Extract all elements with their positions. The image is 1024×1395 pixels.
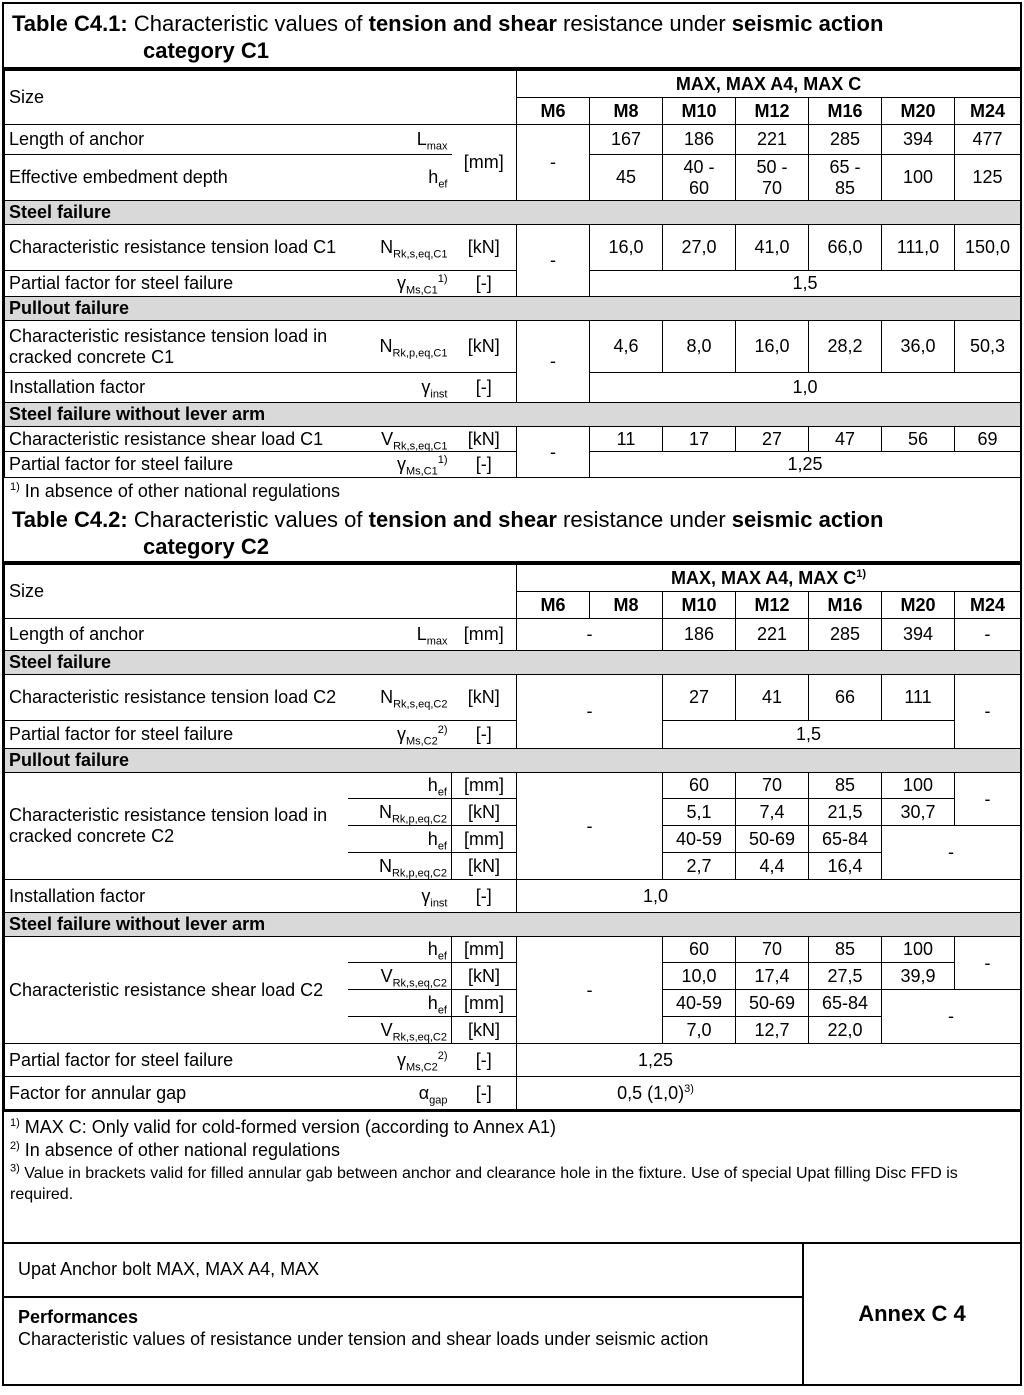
table-cell: 11 bbox=[590, 427, 663, 452]
footer-description-block bbox=[4, 1298, 802, 1350]
table-cell: 27,0 bbox=[663, 225, 736, 271]
table-cell: - bbox=[955, 773, 1021, 826]
table-cell: 16,0 bbox=[590, 225, 663, 271]
row-label: Characteristic resistance tension load in cracked concrete C1 bbox=[5, 321, 362, 373]
unit: [mm] bbox=[452, 773, 517, 799]
unit: [-] bbox=[452, 452, 517, 478]
table-cell: 50-69 bbox=[736, 826, 809, 853]
table-cell: 40-59 bbox=[663, 826, 736, 853]
table-cell: 1,5 bbox=[590, 271, 1021, 297]
row-label: Partial factor for steel failure bbox=[5, 452, 362, 478]
size-header: M16 bbox=[809, 98, 882, 125]
table-cell: - bbox=[955, 675, 1021, 749]
section-description: Characteristic values of resistance under tension and shear loads under seismic action bbox=[18, 1329, 709, 1349]
symbol: $\gamma_{inst}$ bbox=[362, 373, 452, 403]
unit: [kN] bbox=[452, 675, 517, 721]
unit: [-] bbox=[452, 271, 517, 297]
table-cell: 150,0 bbox=[955, 225, 1021, 271]
table-cell: 1,25 bbox=[517, 1044, 1021, 1077]
table-cell: 47 bbox=[809, 427, 882, 452]
table-cell: 394 bbox=[882, 125, 955, 155]
unit: [kN] bbox=[452, 427, 517, 452]
unit: [kN] bbox=[452, 321, 517, 373]
table-cell: 1,0 bbox=[590, 373, 1021, 403]
table-cell: 186 bbox=[663, 619, 736, 651]
size-header: M10 bbox=[663, 98, 736, 125]
table-cell: 12,7 bbox=[736, 1017, 809, 1044]
footnote: $^{2)}$ In absence of other national regulations bbox=[10, 1140, 341, 1160]
table-cell: 8,0 bbox=[663, 321, 736, 373]
table-cell: 27 bbox=[663, 675, 736, 721]
table-cell: 21,5 bbox=[809, 799, 882, 826]
table-cell: 5,1 bbox=[663, 799, 736, 826]
unit: [-] bbox=[452, 721, 517, 749]
table-cell: 60 bbox=[663, 773, 736, 799]
table-cell: - bbox=[517, 321, 590, 403]
group-header: MAX, MAX A4, MAX $C^{1)}$ bbox=[517, 565, 1021, 592]
table-cell: - bbox=[517, 619, 663, 651]
table-cell: 1,25 bbox=[590, 452, 1021, 478]
row-label: Characteristic resistance tension load in cracked concrete C2 bbox=[5, 773, 348, 880]
table-cell: 30,7 bbox=[882, 799, 955, 826]
section-heading: Steel failure without lever arm bbox=[5, 913, 1021, 937]
table-cell: 10,0 bbox=[663, 963, 736, 990]
unit: [kN] bbox=[452, 963, 517, 990]
table-cell: 50-69 bbox=[736, 990, 809, 1017]
size-header: M10 bbox=[663, 592, 736, 619]
document-page bbox=[2, 2, 1022, 1386]
symbol: $h_{ef}$ bbox=[348, 773, 452, 799]
size-header: M24 bbox=[955, 98, 1021, 125]
table-cell: 65-84 bbox=[809, 990, 882, 1017]
row-label: Partial factor for steel failure bbox=[5, 271, 362, 297]
row-label: Characteristic resistance tension load C1 bbox=[5, 225, 362, 271]
table-cell: 125 bbox=[955, 155, 1021, 201]
document-footer bbox=[4, 1242, 1020, 1384]
row-label: Length of anchor bbox=[5, 125, 362, 155]
size-header: M6 bbox=[517, 98, 590, 125]
row-label: Effective embedment depth bbox=[5, 155, 362, 201]
unit: [mm] bbox=[452, 937, 517, 963]
section-label: Performances bbox=[18, 1307, 139, 1327]
table-cell: 50,3 bbox=[955, 321, 1021, 373]
unit: [mm] bbox=[452, 990, 517, 1017]
table-cell: 50 - 70 bbox=[736, 155, 809, 201]
size-header: M20 bbox=[882, 592, 955, 619]
symbol: $h_{ef}$ bbox=[362, 155, 452, 201]
symbol: $L_{max}$ bbox=[348, 619, 452, 651]
table-c42 bbox=[4, 564, 1021, 1110]
symbol: $N_{Rk,p,eq,C2}$ bbox=[348, 799, 452, 826]
table-cell: 4,6 bbox=[590, 321, 663, 373]
row-label: Installation factor bbox=[5, 373, 362, 403]
table-cell: 69 bbox=[955, 427, 1021, 452]
table-cell: 66 bbox=[809, 675, 882, 721]
size-header: M8 bbox=[590, 592, 663, 619]
footnote: $^{3)}$ Value in brackets valid for filled annular gab between anchor and clearance hole in the fixture. Use of special Upat filling Disc FFD is required. bbox=[10, 1162, 958, 1203]
table-cell: 41,0 bbox=[736, 225, 809, 271]
table-cell: 40 - 60 bbox=[663, 155, 736, 201]
table-cell: 100 bbox=[882, 937, 955, 963]
row-label: Characteristic resistance shear load C2 bbox=[5, 937, 348, 1044]
table-cell: 65 - 85 bbox=[809, 155, 882, 201]
unit: [kN] bbox=[452, 799, 517, 826]
table-cell: - bbox=[517, 675, 663, 749]
symbol: $V_{Rk,s,eq,C1}$ bbox=[362, 427, 452, 452]
table-cell: - bbox=[882, 990, 1021, 1044]
symbol: $\alpha_{gap}$ bbox=[348, 1077, 452, 1110]
unit: [-] bbox=[452, 1044, 517, 1077]
unit: [-] bbox=[452, 1077, 517, 1110]
footnote: $^{1)}$ MAX C: Only valid for cold-formed version (according to Annex A1) bbox=[4, 1110, 1020, 1140]
symbol: $h_{ef}$ bbox=[348, 826, 452, 853]
unit: [kN] bbox=[452, 853, 517, 880]
footnote: $^{1)}$ In absence of other national regulations bbox=[10, 481, 341, 501]
table-cell: 28,2 bbox=[809, 321, 882, 373]
table-cell: 2,7 bbox=[663, 853, 736, 880]
table-cell: 66,0 bbox=[809, 225, 882, 271]
unit: [mm] bbox=[452, 826, 517, 853]
table-cell: 100 bbox=[882, 773, 955, 799]
unit: [mm] bbox=[452, 619, 517, 651]
size-label: Size bbox=[5, 565, 517, 619]
size-header: M16 bbox=[809, 592, 882, 619]
table-c42-title: Table C4.2: Characteristic values of tension and shear resistance under seismic action category C2 bbox=[4, 504, 1020, 564]
footer-left bbox=[4, 1244, 804, 1384]
table-cell: 56 bbox=[882, 427, 955, 452]
row-label: Installation factor bbox=[5, 880, 348, 913]
size-header: M12 bbox=[736, 98, 809, 125]
size-header: M24 bbox=[955, 592, 1021, 619]
section-heading: Steel failure without lever arm bbox=[5, 403, 1021, 427]
table-cell: 221 bbox=[736, 619, 809, 651]
size-header: M12 bbox=[736, 592, 809, 619]
table-cell: 394 bbox=[882, 619, 955, 651]
table-cell: 111,0 bbox=[882, 225, 955, 271]
table-cell: - bbox=[517, 773, 663, 880]
table-cell: 186 bbox=[663, 125, 736, 155]
symbol: $h_{ef}$ bbox=[348, 937, 452, 963]
table-cell: 70 bbox=[736, 773, 809, 799]
symbol: $L_{max}$ bbox=[362, 125, 452, 155]
product-name: Upat Anchor bolt MAX, MAX A4, MAX bbox=[4, 1244, 802, 1298]
symbol: $\gamma_{Ms,C1}^{1)}$ bbox=[362, 271, 452, 297]
table-cell: 70 bbox=[736, 937, 809, 963]
section-heading: Steel failure bbox=[5, 651, 1021, 675]
symbol: $V_{Rk,s,eq,C2}$ bbox=[348, 963, 452, 990]
table-cell: 40-59 bbox=[663, 990, 736, 1017]
table-cell: 45 bbox=[590, 155, 663, 201]
section-heading: Pullout failure bbox=[5, 749, 1021, 773]
table-c41 bbox=[4, 70, 1021, 478]
table-cell: 39,9 bbox=[882, 963, 955, 990]
unit: [mm] bbox=[452, 125, 517, 201]
table-cell: - bbox=[882, 826, 1021, 880]
size-label: Size bbox=[5, 71, 517, 125]
table-cell: 100 bbox=[882, 155, 955, 201]
row-label: Partial factor for steel failure bbox=[5, 1044, 348, 1077]
table-cell: 17 bbox=[663, 427, 736, 452]
symbol: $N_{Rk,p,eq,C2}$ bbox=[348, 853, 452, 880]
table-cell: 17,4 bbox=[736, 963, 809, 990]
unit: [kN] bbox=[452, 225, 517, 271]
table-cell: 221 bbox=[736, 125, 809, 155]
row-label: Partial factor for steel failure bbox=[5, 721, 348, 749]
table-cell: - bbox=[517, 125, 590, 201]
table-cell: 111 bbox=[882, 675, 955, 721]
table-cell: 60 bbox=[663, 937, 736, 963]
row-label: Characteristic resistance shear load C1 bbox=[5, 427, 362, 452]
size-header: M8 bbox=[590, 98, 663, 125]
table-cell: 16,0 bbox=[736, 321, 809, 373]
row-label: Factor for annular gap bbox=[5, 1077, 348, 1110]
table-cell: - bbox=[955, 619, 1021, 651]
table-cell: 477 bbox=[955, 125, 1021, 155]
group-header: MAX, MAX A4, MAX C bbox=[517, 71, 1021, 98]
table-cell: 7,0 bbox=[663, 1017, 736, 1044]
table-cell: 1,5 bbox=[663, 721, 955, 749]
table-cell: - bbox=[517, 225, 590, 297]
unit: [-] bbox=[452, 880, 517, 913]
symbol: $N_{Rk,s,eq,C1}$ bbox=[362, 225, 452, 271]
table-cell: - bbox=[517, 427, 590, 478]
symbol: $N_{Rk,s,eq,C2}$ bbox=[348, 675, 452, 721]
table-cell: - bbox=[955, 937, 1021, 990]
table-cell: 1,0 bbox=[517, 880, 1021, 913]
symbol: $\gamma_{inst}$ bbox=[348, 880, 452, 913]
annex-label: Annex C 4 bbox=[858, 1301, 966, 1326]
table-cell: 285 bbox=[809, 125, 882, 155]
symbol: $h_{ef}$ bbox=[348, 990, 452, 1017]
table-cell: 285 bbox=[809, 619, 882, 651]
table-cell: 27 bbox=[736, 427, 809, 452]
table-cell: 85 bbox=[809, 773, 882, 799]
symbol: $\gamma_{Ms,C1}^{1)}$ bbox=[362, 452, 452, 478]
table-cell: 16,4 bbox=[809, 853, 882, 880]
table-cell: 85 bbox=[809, 937, 882, 963]
symbol: $\gamma_{Ms,C2}^{2)}$ bbox=[348, 1044, 452, 1077]
table-cell: 27,5 bbox=[809, 963, 882, 990]
table-cell: 36,0 bbox=[882, 321, 955, 373]
row-label: Characteristic resistance tension load C2 bbox=[5, 675, 348, 721]
section-heading: Steel failure bbox=[5, 201, 1021, 225]
table-cell: - bbox=[517, 937, 663, 1044]
table-c41-title: Table C4.1: Characteristic values of tension and shear resistance under seismic action category C1 bbox=[4, 4, 1020, 70]
size-header: M6 bbox=[517, 592, 590, 619]
table-cell: 22,0 bbox=[809, 1017, 882, 1044]
unit: [kN] bbox=[452, 1017, 517, 1044]
table-cell: 4,4 bbox=[736, 853, 809, 880]
table-cell: 65-84 bbox=[809, 826, 882, 853]
symbol: $\gamma_{Ms,C2}^{2)}$ bbox=[348, 721, 452, 749]
table-cell: 7,4 bbox=[736, 799, 809, 826]
section-heading: Pullout failure bbox=[5, 297, 1021, 321]
table-cell: 41 bbox=[736, 675, 809, 721]
table-cell: 0,5 $(1,0)^{3)}$ bbox=[517, 1077, 1021, 1110]
symbol: $N_{Rk,p,eq,C1}$ bbox=[362, 321, 452, 373]
row-label: Length of anchor bbox=[5, 619, 348, 651]
unit: [-] bbox=[452, 373, 517, 403]
table-cell: 167 bbox=[590, 125, 663, 155]
size-header: M20 bbox=[882, 98, 955, 125]
symbol: $V_{Rk,s,eq,C2}$ bbox=[348, 1017, 452, 1044]
